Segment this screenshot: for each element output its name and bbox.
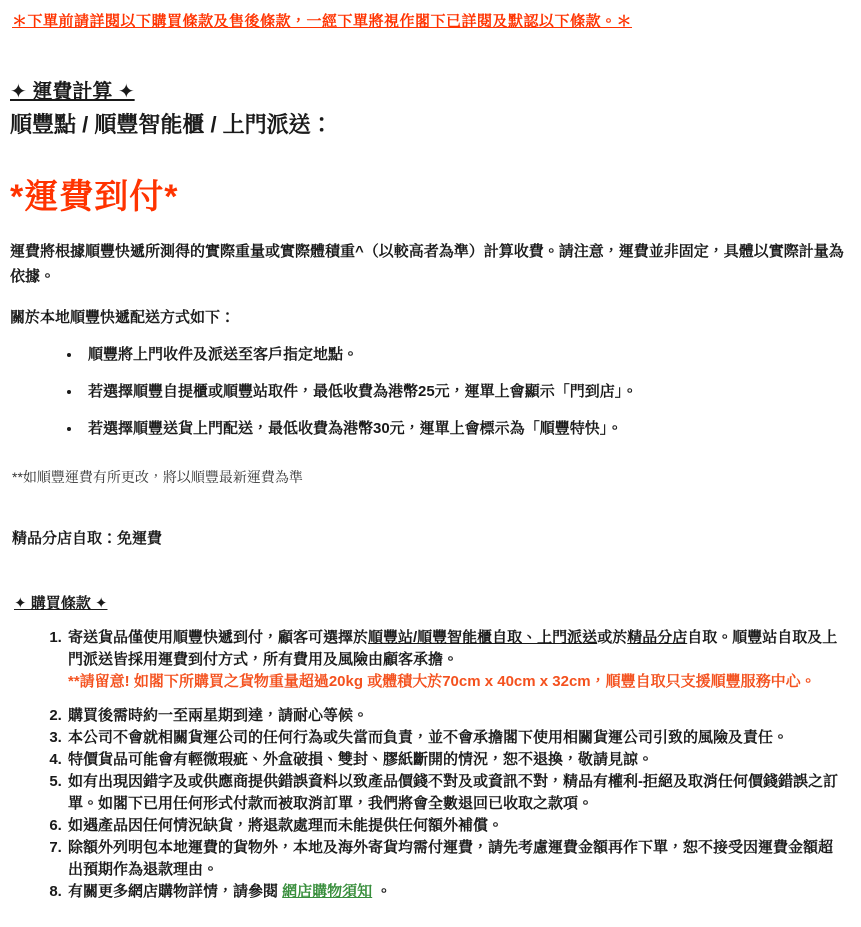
shipping-fee-intro: 運費將根據順豐快遞所測得的實際重量或實際體積重^（以較高者為準）計算收費。請注意，運費並非固定，具體以實際計量為依據。 — [10, 243, 844, 285]
purchase-term-item — [66, 705, 847, 727]
term-text-segment: 購買後需時約一至兩星期到達，請耐心等候。 — [68, 707, 369, 725]
term-text-segment: 如遇產品因任何情況缺貨，將退款處理而未能提供任何額外補償。 — [68, 817, 504, 835]
pre-order-notice: ＊下單前請詳閱以下購買條款及售後條款，一經下單將視作閣下已詳閱及默認以下條款。＊ — [12, 13, 633, 30]
purchase-term-item — [66, 837, 847, 881]
term-text-segment: 自取。順豐站自取及上門派送皆採用運費到付方式，所有費用及風險由顧客承擔。 — [68, 629, 838, 669]
term-text-segment: 本公司不會就相關貨運公司的任何行為或失當而負責，並不會承擔閣下使用相關貨運公司引致的風險及責任。 — [68, 729, 789, 747]
purchase-term-item — [66, 881, 847, 903]
freight-collect-banner: *運費到付* — [10, 178, 179, 216]
purchase-term-item — [66, 749, 847, 771]
oversize-warning-text: **請留意! 如閣下所購買之貨物重量超過20kg 或體積大於70cm x 40cm x 32cm，順豐自取只支援順豐服務中心。 — [68, 673, 816, 691]
purchase-term-item — [66, 727, 847, 749]
fee-change-note: **如順豐運費有所更改，將以順豐最新運費為準 — [12, 469, 303, 486]
purchase-term-item — [66, 815, 847, 837]
purchase-term-item — [66, 627, 847, 693]
delivery-methods-list — [10, 344, 847, 439]
delivery-method-item: • 順豐將上門收件及派送至客戶指定地點。 — [82, 344, 847, 365]
purchase-terms-list — [10, 627, 847, 903]
term-text-segment: 精品分店 — [627, 629, 688, 647]
term-text-segment: 特價貨品可能會有輕微瑕疵、外盒破損、雙封、膠紙斷開的情況，恕不退換，敬請見諒。 — [68, 751, 654, 769]
term-text-segment: 寄送貨品僅使用順豐快遞到付，顧客可選擇於 — [68, 629, 369, 647]
store-shopping-info-link[interactable]: 網店購物須知 — [282, 883, 373, 901]
store-pickup-line: 精品分店自取：免運費 — [12, 530, 163, 548]
purchase-terms-heading: ✦ 購買條款 ✦ — [14, 595, 108, 613]
term-text-segment: 。 — [372, 883, 392, 901]
term-text-segment: 除額外列明包本地運費的貨物外，本地及海外寄貨均需付運費，請先考慮運費金額再作下單，恕不接受因運費金額超出預期作為退款理由。 — [68, 839, 834, 879]
term-text-segment: 或於 — [597, 629, 628, 647]
delivery-method-item: • 若選擇順豐自提櫃或順豐站取件，最低收費為港幣25元，運單上會顯示「門到店」。 — [82, 381, 847, 402]
term-text-segment: 如有出現因錯字及或供應商提供錯誤資料以致產品價錢不對及或資訊不對，精品有權利-拒絕及取消任何價錢錯誤之訂單。如閣下已用任何形式付款而被取消訂單，我們將會全數退回已收取之款項。 — [68, 773, 839, 813]
delivery-methods-lead: 關於本地順豐快遞配送方式如下： — [10, 308, 236, 326]
delivery-method-item: • 若選擇順豐送貨上門配送，最低收費為港幣30元，運單上會標示為「順豐特快」。 — [82, 418, 847, 439]
delivery-options-subheading: 順豐點 / 順豐智能櫃 / 上門派送： — [10, 112, 333, 137]
purchase-term-item — [66, 771, 847, 815]
shipping-calc-heading: ✦ 運費計算 ✦ — [10, 81, 135, 103]
term-text-segment: 有關更多網店購物詳情，請參閱 — [68, 883, 283, 901]
term-text-segment: 順豐站/順豐智能櫃自取、上門派送 — [368, 629, 598, 647]
